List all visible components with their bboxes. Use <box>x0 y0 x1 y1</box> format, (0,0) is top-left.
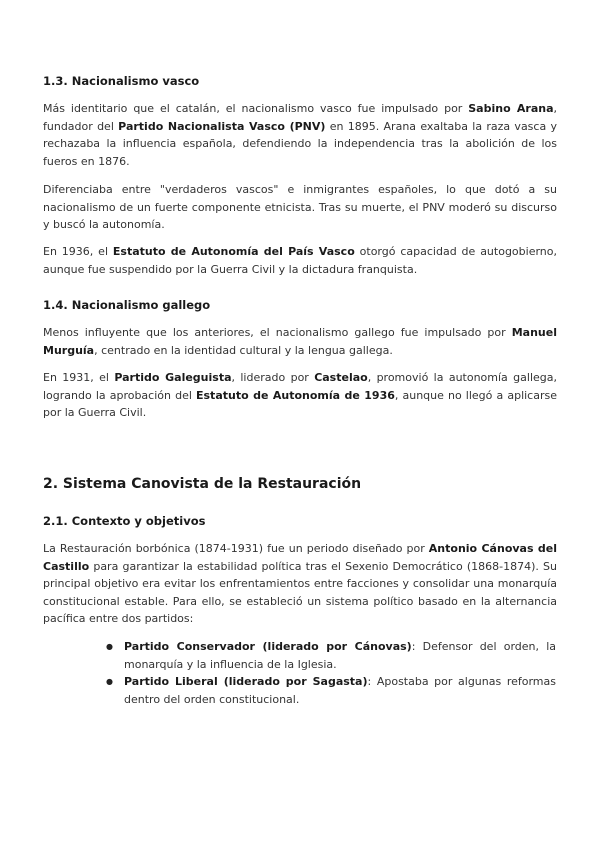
section-heading-1-3: 1.3. Nacionalismo vasco <box>43 74 200 88</box>
list-item: ● Partido Conservador (liderado por Cánovas): Defensor del orden, la monarquía y la influencia de la Iglesia. <box>106 638 556 673</box>
paragraph-vasco-1: Más identitario que el catalán, el nacionalismo vasco fue impulsado por Sabino Arana, fundador del Partido Nacionalista Vasco (PNV) en 1895. Arana exaltaba la raza vasca y rechazaba la influencia española, defendiendo la independencia tras la abolición de los fueros en 1876. <box>43 102 558 168</box>
paragraph-vasco-2: Diferenciaba entre "verdaderos vascos" e inmigrantes españoles, lo que dotó a su nacionalismo de un fuerte componente etnicista. Tras su muerte, el PNV moderó su discurso y buscó la autonomía. <box>43 183 557 232</box>
section-heading-1-4: 1.4. Nacionalismo gallego <box>43 298 211 312</box>
paragraph-restauracion: La Restauración borbónica (1874-1931) fue un periodo diseñado por Antonio Cánovas del Castillo para garantizar la estabilidad política tras el Sexenio Democrático (1868-1874). Su principal objetivo era evitar los enfrentamientos entre facciones y consolidar una monarquía constitucional estable. Para ello, se estableció un sistema político basado en la alternancia pacífica entre dos partidos: <box>43 542 557 626</box>
list-item: ● Partido Liberal (liderado por Sagasta): Apostaba por algunas reformas dentro del orden constitucional. <box>106 673 556 708</box>
paragraph-gallego-2: En 1931, el Partido Galeguista, liderado por Castelao, promovió la autonomía gallega, logrando la aprobación del Estatuto de Autonomía de 1936, aunque no llegó a aplicarse por la Guerra Civil. <box>43 371 557 420</box>
paragraph-gallego-1: Menos influyente que los anteriores, el nacionalismo gallego fue impulsado por Manuel Murguía, centrado en la identidad cultural y la lengua gallega. <box>43 326 557 357</box>
party-list <box>106 638 556 708</box>
section-heading-2-1: 2.1. Contexto y objetivos <box>43 514 206 528</box>
paragraph-vasco-3: En 1936, el Estatuto de Autonomía del País Vasco otorgó capacidad de autogobierno, aunque fue suspendido por la Guerra Civil y la dictadura franquista. <box>43 245 557 276</box>
chapter-heading-2: 2. Sistema Canovista de la Restauración <box>43 476 362 492</box>
